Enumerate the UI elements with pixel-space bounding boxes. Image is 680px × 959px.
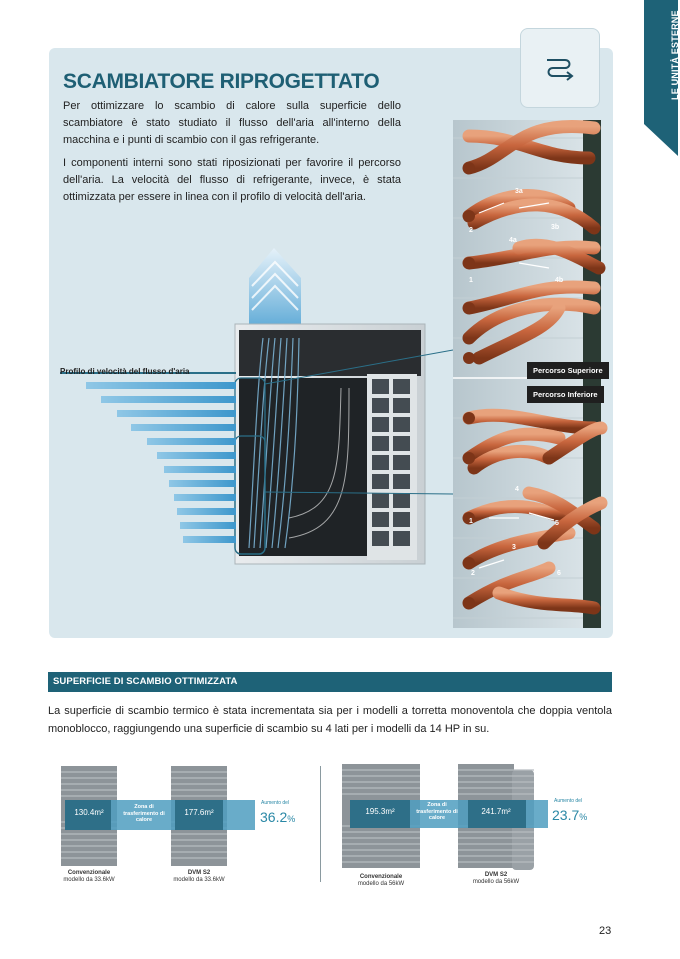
svg-text:5: 5: [555, 520, 559, 527]
outdoor-unit: [235, 324, 453, 564]
hero-panel: [49, 48, 613, 638]
left-area-value: 195.3m²: [365, 807, 395, 816]
svg-text:1: 1: [469, 518, 473, 525]
left-model-label: Convenzionale modello da 56kW: [357, 874, 405, 887]
right-area-value: 177.6m²: [184, 808, 214, 817]
svg-text:4: 4: [515, 486, 519, 493]
increase-value: 23.7%: [552, 807, 588, 823]
right-area-value: 241.7m²: [481, 807, 511, 816]
hero-description: [63, 98, 401, 212]
section-title: SUPERFICIE DI SCAMBIO OTTIMIZZATA: [48, 672, 612, 692]
left-area-value: 130.4m²: [74, 808, 104, 817]
section-text: La superficie di scambio termico è stata incrementata sia per i modelli a torretta monoventola che doppia ventola monoblocco, raggiungendo una superficie di scambio su 4 lati per i modelli da 14 HP in su.: [48, 705, 612, 735]
svg-text:3a: 3a: [515, 188, 523, 195]
svg-text:3: 3: [512, 544, 516, 551]
zone-label: Zona di trasferimento di calore: [123, 804, 165, 823]
hero-paragraph: I componenti interni sono stati riposizionati per favorire il percorso dell'aria. La velocità del flusso di refrigerante, invece, è stata ottimizzata per essere in linea con il profilo di velocità dell'aria.: [63, 157, 401, 203]
velocity-profile-label: Profilo di velocità del flusso d'aria: [60, 367, 190, 376]
svg-text:3b: 3b: [551, 224, 560, 231]
svg-text:4b: 4b: [555, 277, 564, 284]
upper-path-label: Percorso Superiore: [527, 362, 609, 379]
svg-text:2: 2: [471, 570, 475, 577]
svg-text:2: 2: [469, 227, 473, 234]
svg-text:6: 6: [557, 570, 561, 577]
lower-path-label: Percorso Inferiore: [527, 386, 604, 403]
left-model-label: Convenzionale modello da 33.6kW: [63, 870, 115, 883]
side-tab-label: LE UNITÀ ESTERNE: [670, 10, 680, 100]
right-model-label: DVM S2 modello da 33.6kW: [173, 870, 225, 883]
svg-text:1: 1: [469, 277, 473, 284]
zone-label: Zona di trasferimento di calore: [416, 802, 458, 821]
comparison-divider: [320, 766, 321, 882]
comparison-block: [336, 760, 606, 890]
section-side-tab: [644, 0, 678, 156]
comparison-block: [55, 760, 315, 890]
page-title: SCAMBIATORE RIPROGETTATO: [63, 70, 380, 93]
increase-label: Aumento del: [554, 798, 583, 804]
page-number: 23: [599, 925, 612, 937]
coil-comparison-graphic: [336, 760, 606, 890]
svg-text:4a: 4a: [509, 237, 517, 244]
right-model-label: DVM S2 modello da 56kW: [472, 872, 520, 885]
heat-exchange-icon-box: [520, 28, 600, 108]
velocity-profile-bars: [60, 372, 236, 543]
hero-paragraph: Per ottimizzare lo scambio di calore sulla superficie dello scambiatore è stato studiato il flusso dell'aria all'interno della macchina e i punti di scambio con il gas refrigerante.: [63, 100, 401, 146]
increase-value: 36.2%: [260, 809, 296, 825]
increase-label: Aumento del: [261, 800, 290, 806]
heat-exchange-icon: [543, 57, 577, 83]
